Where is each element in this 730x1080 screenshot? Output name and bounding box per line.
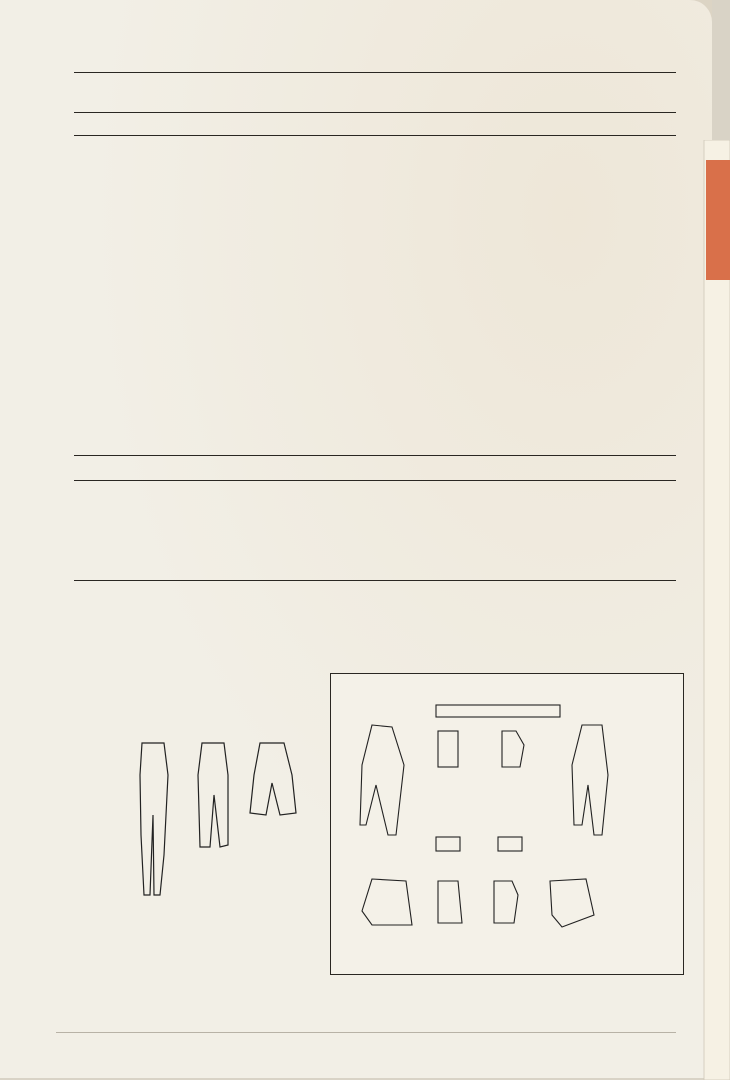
notes-rule xyxy=(74,112,676,113)
pattern-pieces-diagram xyxy=(332,675,680,971)
piece-pocket-facing-b xyxy=(502,731,524,767)
view-illustrations xyxy=(120,735,320,910)
view-3-shorts xyxy=(250,743,296,815)
hem-rule-top xyxy=(74,455,676,456)
yardage-rule xyxy=(74,135,676,136)
piece-pants-back xyxy=(360,725,404,835)
piece-shorts-front xyxy=(550,879,594,927)
piece-pants-front xyxy=(572,725,608,835)
piece-shorts-back xyxy=(362,879,412,925)
seam-allowance-band xyxy=(706,160,730,280)
piece-yoke-pocket-c xyxy=(438,731,458,767)
view-1-tapered-pants xyxy=(140,743,168,895)
view-2-pedal-pushers xyxy=(198,743,228,847)
piece-back-leg-facing xyxy=(436,837,460,851)
header-rule xyxy=(74,72,676,73)
footer-rule xyxy=(56,1032,676,1033)
hem-rule-bottom xyxy=(74,480,676,481)
piece-front-leg-facing xyxy=(498,837,522,851)
tape-measure xyxy=(700,140,730,1080)
piece-yoke-pocket-k xyxy=(438,881,462,923)
body-rule xyxy=(74,580,676,581)
piece-pocket-facing-j xyxy=(494,881,518,923)
piece-waistband xyxy=(436,705,560,717)
